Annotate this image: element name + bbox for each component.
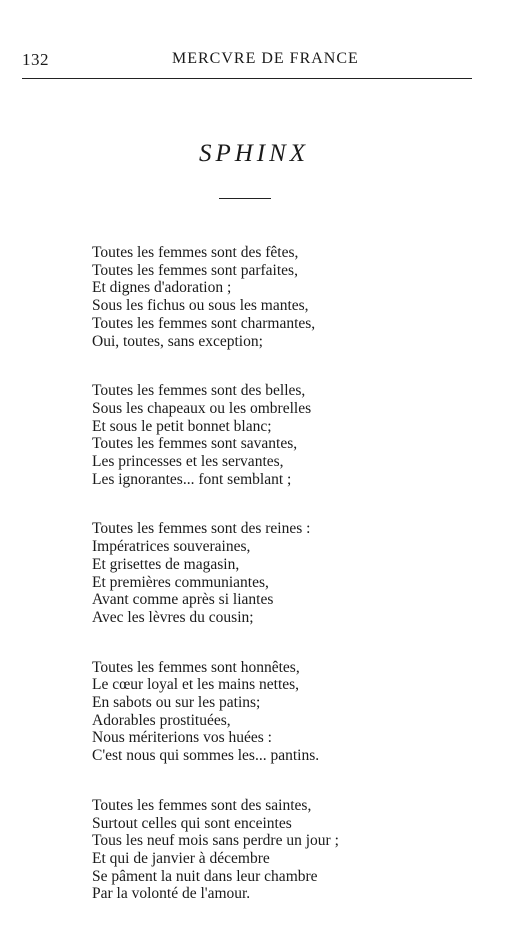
poem-line: Par la volonté de l'amour. [92,885,251,903]
poem-line: Toutes les femmes sont charmantes, [92,314,316,332]
poem-line: Oui, toutes, sans exception; [92,332,263,350]
poem-line: Sous les chapeaux ou les ombrelles [92,399,312,417]
stanza-3 [92,520,472,626]
poem-line: Avec les lèvres du cousin; [92,608,254,626]
header-rule [22,78,472,79]
poem-line: Tous les neuf mois sans perdre un jour ; [92,832,339,850]
poem-line: Avant comme après si liantes [92,591,274,609]
poem-line: Impératrices souveraines, [92,538,251,556]
poem-line: Et grisettes de magasin, [92,555,240,573]
poem-line: Toutes les femmes sont des saintes, [92,796,312,814]
poem-line: Nous mériterions vos huées : [92,729,272,747]
stanza-1 [92,244,472,350]
poem-line: Les ignorantes... font semblant ; [92,470,292,488]
poem-line: Et premières communiantes, [92,573,269,591]
poem-line: Et dignes d'adoration ; [92,279,232,297]
poem-line: Adorables prostituées, [92,711,231,729]
page-header [22,44,474,68]
poem-line: Et qui de janvier à décembre [92,849,270,867]
poem-title: SPHINX [198,140,310,167]
poem-line: En sabots ou sur les patins; [92,694,261,712]
stanza-4 [92,659,472,765]
poem-line: Toutes les femmes sont des reines : [92,520,311,538]
poem-line: Toutes les femmes sont honnêtes, [92,658,300,676]
poem-line: Toutes les femmes sont des belles, [92,382,306,400]
stanza-5 [92,797,472,903]
poem-line: Les princesses et les servantes, [92,453,284,471]
poem-line: Sous les fichus ou sous les mantes, [92,297,309,315]
poem-line: Et sous le petit bonnet blanc; [92,417,272,435]
poem-line: Se pâment la nuit dans leur chambre [92,867,318,885]
poem-line: Toutes les femmes sont des fêtes, [92,244,299,261]
poem-line: Le cœur loyal et les mains nettes, [92,676,300,694]
stanza-2 [92,382,472,488]
running-title: MERCVRE DE FRANCE [172,50,359,67]
poem-line: Toutes les femmes sont savantes, [92,435,298,453]
poem-line: Toutes les femmes sont parfaites, [92,261,298,279]
page-number: 132 [22,50,49,69]
poem-line: C'est nous qui sommes les... pantins. [92,747,320,765]
poem-line: Surtout celles qui sont enceintes [92,814,292,832]
poem-body [92,244,472,935]
title-rule [219,198,271,199]
